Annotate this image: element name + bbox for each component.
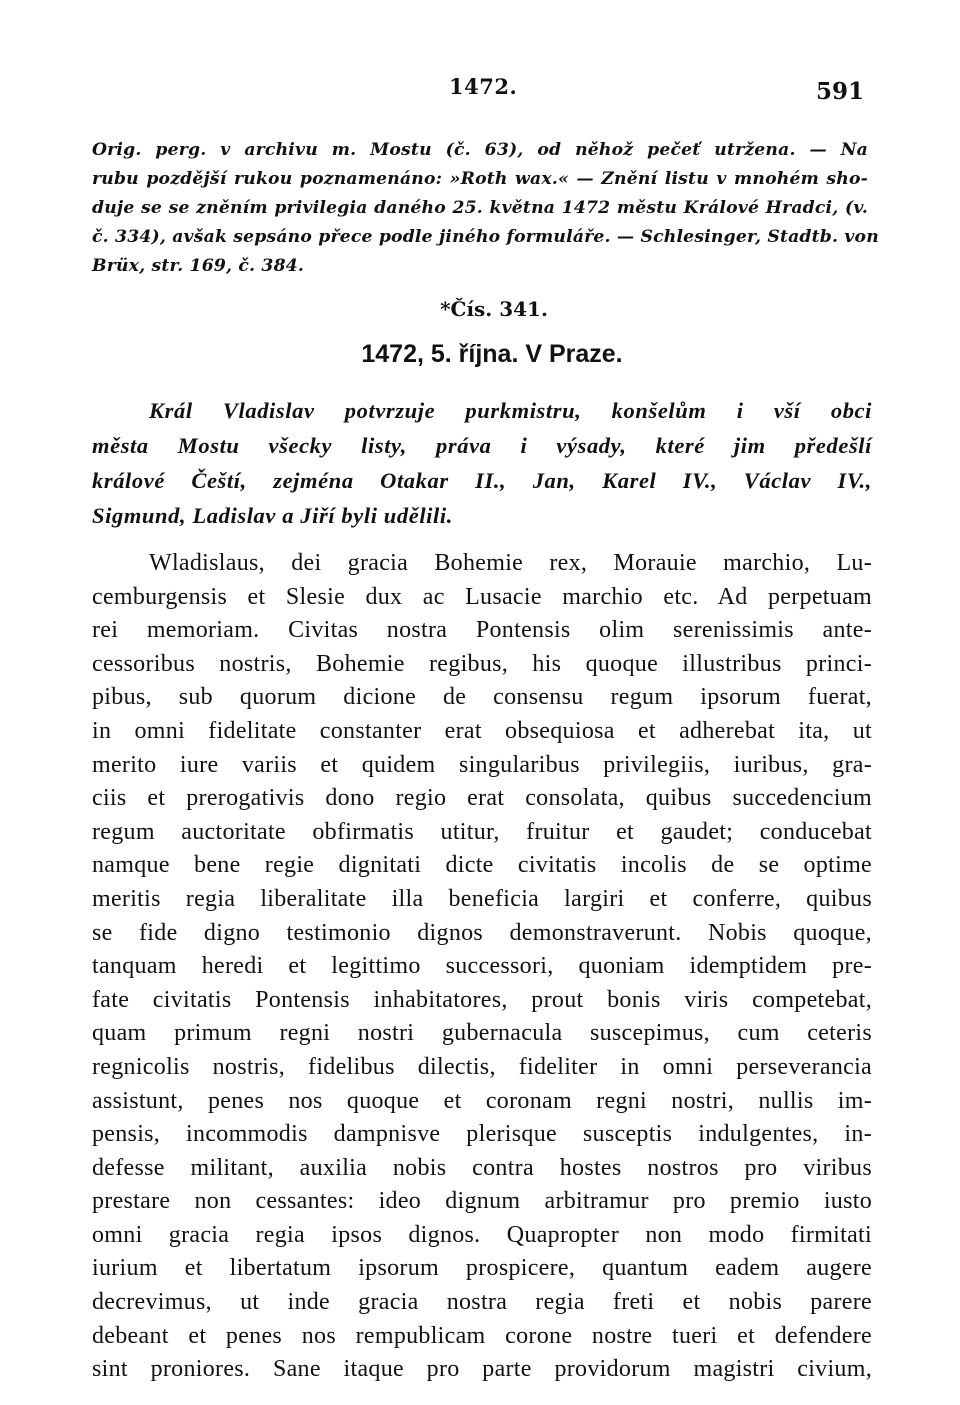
regest-summary: [92, 393, 872, 533]
body-line: cessoribus nostris, Bohemie regibus, his quoque illustribus princi-: [92, 650, 872, 677]
charter-text: [92, 547, 872, 1387]
body-line: decrevimus, ut inde gracia nostra regia freti et nobis parere: [92, 1289, 872, 1316]
body-line: omni gracia regia ipsos dignos. Quapropter non modo firmitati: [92, 1221, 872, 1248]
body-line: rei memoriam. Civitas nostra Pontensis olim serenissimis ante-: [92, 617, 872, 644]
body-line: merito iure variis et quidem singularibus privilegiis, iuribus, gra-: [92, 751, 872, 778]
body-line: Wladislaus, dei gracia Bohemie rex, Morauie marchio, Lu-: [149, 550, 872, 576]
page-number: 591: [815, 78, 864, 105]
body-line: tanquam heredi et legittimo successori, quoniam idemptidem pre-: [92, 953, 872, 980]
source-note: [92, 136, 879, 281]
body-line: meritis regia liberalitate illa beneficia largiri et conferre, quibus: [92, 885, 872, 912]
body-line: debeant et penes nos rempublicam corone nostre tueri et defendere: [92, 1322, 872, 1349]
body-line: assistunt, penes nos quoque et coronam regni nostri, nullis im-: [92, 1087, 872, 1114]
body-line: ciis et prerogativis dono regio erat consolata, quibus succedencium: [92, 785, 872, 812]
body-line: defesse militant, auxilia nobis contra hostes nostros pro viribus: [92, 1154, 872, 1181]
regest-line: Král Vladislav potvrzuje purkmistru, konšelům i vší obci: [149, 398, 872, 423]
body-line: pensis, incommodis dampnisve plerisque susceptis indulgentes, in-: [92, 1121, 872, 1148]
source-note-line: duje se se zněním privilegia daného 25. května 1472 městu Králové Hradci, (v.: [92, 198, 868, 218]
body-line: regnicolis nostris, fidelibus dilectis, fideliter in omni perseverancia: [92, 1053, 872, 1080]
body-line: namque bene regie dignitati dicte civitatis incolis de se optime: [92, 852, 872, 879]
body-line: regum auctoritate obfirmatis utitur, fruitur et gaudet; conducebat: [92, 818, 872, 845]
body-line: sint proniores. Sane itaque pro parte providorum magistri civium,: [92, 1356, 872, 1383]
page-header: [0, 74, 960, 104]
running-head-year: 1472.: [449, 74, 518, 99]
body-line: quam primum regni nostri gubernacula suscepimus, cum ceteris: [92, 1020, 872, 1047]
body-line: cemburgensis et Slesie dux ac Lusacie marchio etc. Ad perpetuam: [92, 583, 872, 610]
source-note-line: rubu pozdější rukou poznamenáno: »Roth wax.« — Znění listu v mnohém sho-: [92, 169, 868, 189]
body-line: pibus, sub quorum dicione de consensu regum ipsorum fuerat,: [92, 684, 872, 711]
date-heading: 1472, 5. října. V Praze.: [361, 340, 623, 368]
source-note-line: Orig. perg. v archivu m. Mostu (č. 63), od něhož pečeť utržena. — Na: [92, 140, 868, 160]
body-line: prestare non cessantes: ideo dignum arbitramur pro premio iusto: [92, 1188, 872, 1215]
regest-line: králové Čeští, zejména Otakar II., Jan, Karel IV., Václav IV.,: [92, 468, 872, 493]
body-line: se fide digno testimonio dignos demonstraverunt. Nobis quoque,: [92, 919, 872, 946]
body-line: iurium et libertatum ipsorum prospicere, quantum eadem augere: [92, 1255, 872, 1282]
regest-line: Sigmund, Ladislav a Jiří byli udělili.: [92, 503, 453, 528]
regest-line: města Mostu všecky listy, práva i výsady, které jim předešlí: [92, 433, 872, 458]
source-note-line: č. 334), avšak sepsáno přece podle jiného formuláře. — Schlesinger, Stadtb. von: [92, 227, 879, 247]
body-line: in omni fidelitate constanter erat obsequiosa et adherebat ita, ut: [92, 717, 872, 744]
source-note-line: Brüx, str. 169, č. 384.: [92, 256, 305, 276]
document-number: *Čís. 341.: [440, 297, 548, 321]
body-line: fate civitatis Pontensis inhabitatores, prout bonis viris competebat,: [92, 986, 872, 1013]
